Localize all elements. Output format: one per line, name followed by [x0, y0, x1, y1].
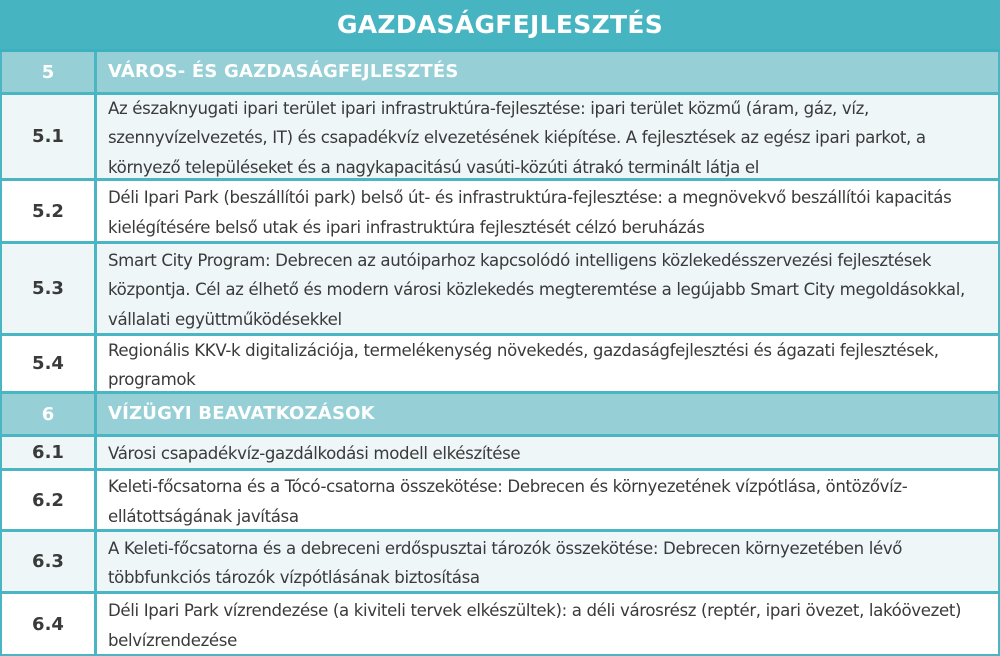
item-number: 5.2	[2, 181, 97, 241]
table-title: GAZDASÁGFEJLESZTÉS	[0, 0, 1000, 52]
table-row-5-2	[2, 181, 998, 244]
item-number: 6.2	[2, 471, 97, 529]
item-description: A Keleti-főcsatorna és a debreceni erdőspusztai tározók összekötése: Debrecen környezetében lévő többfunkciós tározók vízpótlásának biztosítása	[108, 538, 903, 587]
item-description: Keleti-főcsatorna és a Tócó-csatorna összekötése: Debrecen és környezetének vízpótlása, öntözővíz-ellátottságának javítása	[108, 477, 908, 526]
section-row-6	[2, 394, 998, 437]
section-number: 6	[2, 394, 97, 434]
section-row-5	[2, 52, 998, 95]
item-description: Déli Ipari Park (beszállítói park) belső út- és infrastruktúra-fejlesztése: a megnövekvő beszállítói kapacitás kielégítésére belső utak és ipari infrastruktúra fejlesztését célzó beruházás	[108, 188, 952, 237]
item-description: Városi csapadékvíz-gazdálkodási modell elkészítése	[108, 444, 521, 464]
item-description: Déli Ipari Park vízrendezése (a kiviteli tervek elkészültek): a déli városrész (reptér, ipari övezet, lakóövezet) belvízrendezése	[108, 601, 962, 650]
table-row-5-1	[2, 95, 998, 181]
item-number: 6.1	[2, 437, 97, 468]
table-row-5-3	[2, 244, 998, 336]
item-number: 6.4	[2, 594, 97, 654]
item-description: Smart City Program: Debrecen az autóiparhoz kapcsolódó intelligens közlekedésszervezési fejlesztések központja. Cél az élhető és modern városi közlekedés megteremtése a legújabb Smart City megoldásokkal, vállalati együttműködésekkel	[108, 250, 965, 329]
section-title: VÁROS- ÉS GAZDASÁGFEJLESZTÉS	[108, 61, 459, 83]
table-row-5-4	[2, 336, 998, 394]
item-number: 6.3	[2, 532, 97, 591]
table-row-6-3	[2, 532, 998, 594]
section-title: VÍZÜGYI BEAVATKOZÁSOK	[108, 403, 375, 425]
item-number: 5.3	[2, 244, 97, 333]
table-row-6-4	[2, 594, 998, 654]
item-number: 5.1	[2, 95, 97, 178]
section-number: 5	[2, 52, 97, 92]
item-number: 5.4	[2, 336, 97, 391]
table-row-6-2	[2, 471, 998, 532]
table-row-6-1	[2, 437, 998, 471]
item-description: Regionális KKV-k digitalizációja, termelékenység növekedés, gazdaságfejlesztési és ágazati fejlesztések, programok	[108, 340, 939, 389]
item-description: Az északnyugati ipari terület ipari infrastruktúra-fejlesztése: ipari terület közmű (áram, gáz, víz, szennyvízelvezetés, IT) és csapadékvíz elvezetésének kiépítése. A fejlesztések az egész ipari parkot, a környező településeket és a nagykapacitású vasúti-közúti átrakó terminált látja el	[108, 98, 926, 177]
